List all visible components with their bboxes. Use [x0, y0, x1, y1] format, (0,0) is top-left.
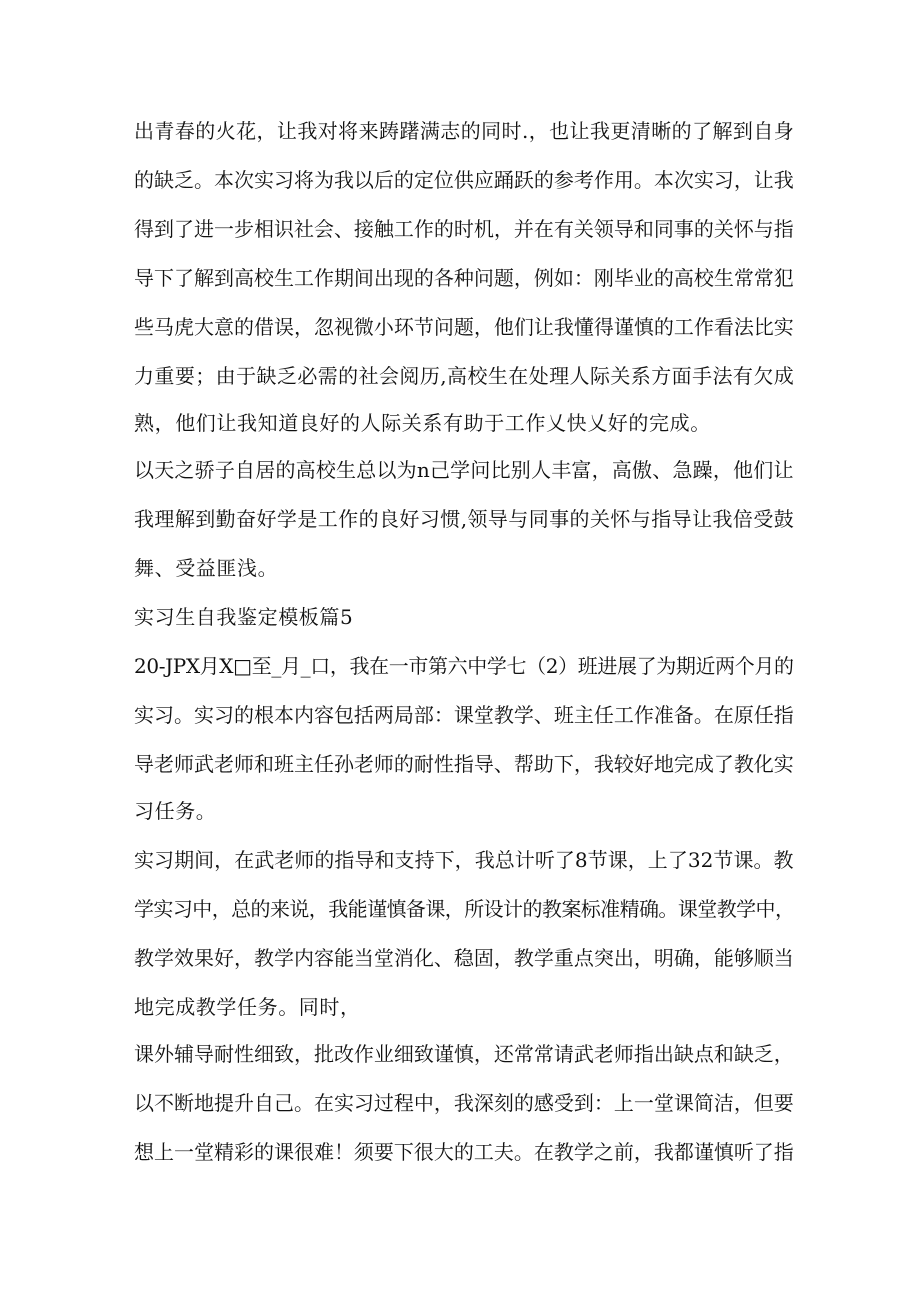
- text-line: 力重要；由于缺乏必需的社会阅历,高校生在处理人际关系方面手法有欠成: [134, 364, 795, 388]
- text-line: 学实习中，总的来说，我能谨慎备课，所设计的教案标准精确。课堂教学中，: [134, 897, 795, 921]
- text-line: 些马虎大意的借误，忽视微小环节问题，他们让我懂得谨慎的工作看法比实: [134, 315, 794, 339]
- text-line: 实习期间，在武老师的指导和支持下，我总计听了8节课，上了32节课。教: [134, 848, 794, 872]
- text-line: 想上一堂精彩的课很难！须要下很大的工夫。在教学之前，我都谨慎听了指: [134, 1140, 794, 1164]
- text-line: 实习。实习的根本内容包括两局部：课堂教学、班主任工作准备。在原任指: [134, 703, 794, 727]
- text-line: 以天之骄子自居的高校生总以为n己学问比别人丰富，高傲、急躁，他们让: [134, 458, 794, 482]
- text-line: 导下了解到高校生工作期间出现的各种问题，例如：刚毕业的高校生常常犯: [134, 266, 794, 290]
- text-line: 地完成教学任务。同时，: [134, 995, 361, 1019]
- text-line: 20-JPX月X□至_月_口，我在一市第六中学七（2）班进展了为期近两个月的: [134, 654, 794, 678]
- text-line: 教学效果好，教学内容能当堂消化、稳固，教学重点突出，明确，能够顺当: [134, 946, 794, 970]
- text-line: 导老师武老师和班主任孙老师的耐性指导、帮助下，我较好地完成了教化实: [134, 752, 794, 776]
- text-line: 舞、受益匪浅。: [134, 556, 279, 580]
- text-line: 的缺乏。本次实习将为我以后的定位供应踊跃的参考作用。本次实习，让我: [134, 168, 794, 192]
- text-line: 我理解到勤奋好学是工作的良好习惯,领导与同事的关怀与指导让我倍受鼓: [134, 507, 795, 531]
- text-line: 得到了进一步相识社会、接触工作的时机，并在有关领导和同事的关怀与指: [134, 217, 794, 241]
- text-line: 习任务。: [134, 799, 217, 823]
- text-line: 熟，他们让我知道良好的人际关系有助于工作乂快乂好的完成。: [134, 411, 711, 435]
- text-line: 出青春的火花，让我对将来踌躇满志的同时.，也让我更清晰的了解到自身: [134, 119, 795, 143]
- text-line: 以不断地提升自己。在实习过程中，我深刻的感受到：上一堂课简洁，但要: [134, 1091, 794, 1115]
- section-heading: 实习生自我鉴定模板篇5: [134, 605, 354, 629]
- text-line: 课外辅导耐性细致，批改作业细致谨慎，还常常请武老师指出缺点和缺乏，: [134, 1042, 794, 1066]
